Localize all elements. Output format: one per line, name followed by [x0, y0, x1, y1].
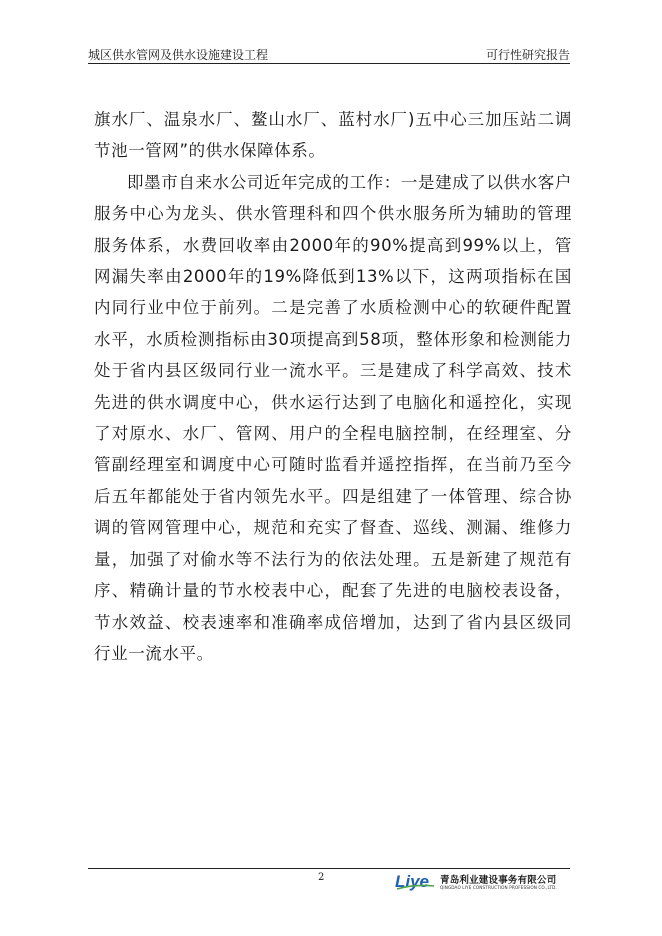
company-name: 青岛利业建设事务有限公司: [440, 875, 557, 886]
paragraph-continued: 旗水厂、温泉水厂、鳌山水厂、蓝村水厂)五中心三加压站二调节池一管网”的供水保障体系。: [94, 110, 572, 161]
company-name-en: QINGDAO LIYE CONSTRUCTION PROFESSION CO.,LTD.: [440, 885, 557, 890]
paragraph-recent-work: 即墨市自来水公司近年完成的工作：一是建成了以供水客户服务中心为龙头、供水管理科和四个供水服务所为辅助的管理服务体系，水费回收率由2000年的90%提高到99%以上，管网漏失率由2000年的19%降低到13%以下，这两项指标在国内同行业中位于前列。二是完善了水质检测中心的软硬件配置水平，水质检测指标由30项提高到58项，整体形象和检测能力处于省内县区级同行业一流水平。三是建成了科学高效、技术先进的供水调度中心，供水运行达到了电脑化和遥控化，实现了对原水、水厂、管网、用户的全程电脑控制，在经理室、分管副经理室和调度中心可随时监看并遥控指挥，在当前乃至今后五年都能处于省内领先水平。四是组建了一体管理、综合协调的管网管理中心，规范和充实了督查、巡线、测漏、维修力量，加强了对偷水等不法行为的依法处理。五是新建了规范有序、精确计量的节水校表中心，配套了先进的电脑校表设备，节水效益、校表速率和准确率成倍增加，达到了省内县区级同行业一流水平。: [94, 172, 572, 663]
footer-divider: [88, 868, 570, 869]
page-number: 2: [318, 872, 325, 883]
company-logo-icon: [394, 871, 438, 891]
header-project-title: 城区供水管网及供水设施建设工程: [88, 48, 269, 62]
logo-text: Liye: [395, 872, 430, 891]
header-report-type: 可行性研究报告: [485, 48, 570, 62]
page-header: [88, 46, 570, 64]
company-branding: [394, 871, 574, 893]
document-body: [94, 104, 572, 669]
header-divider: [88, 63, 570, 64]
